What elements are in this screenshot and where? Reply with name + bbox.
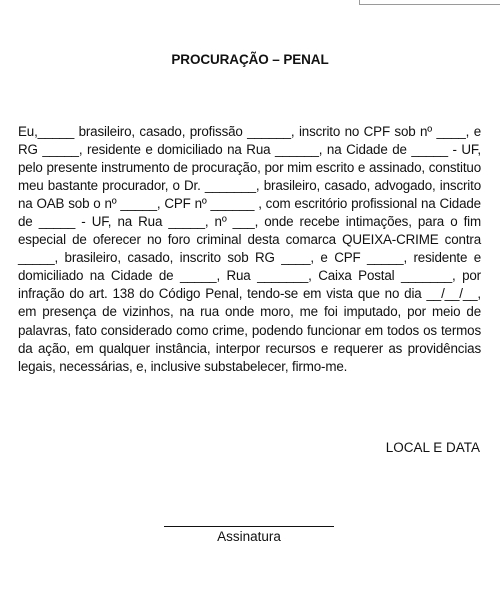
local-and-date: LOCAL E DATA [385, 440, 480, 455]
signature-line [164, 526, 334, 527]
page-corner-frame [359, 0, 500, 5]
signature-label: Assinatura [217, 529, 281, 544]
document-title: PROCURAÇÃO – PENAL [171, 52, 329, 67]
document-body-paragraph: Eu,_____ brasileiro, casado, profissão ______, inscrito no CPF sob nº ____, e RG _____, residente e domiciliado na Rua ______, na Cidade de _____ - UF, pelo presente instrumento de procuração, por mim escrito e assinado, constituo meu bastante procurador, o Dr. _______, brasileiro, casado, advogado, inscrito na OAB sob o nº _____, CPF nº ______ , com escritório profissional na Cidade de _____ - UF, na Rua _____, nº ___, onde recebe intimações, para o fim especial de oferecer no foro criminal desta comarca QUEIXA-CRIME contra _____, brasileiro, casado, inscrito sob RG ____, e CPF _____, residente e domiciliado na Cidade de _____, Rua _______, Caixa Postal _______, por infração do art. 138 do Código Penal, tendo-se em vista que no dia __/__/__, em presença de vizinhos, na rua onde moro, me foi imputado, por meio de palavras, fato considerado como crime, podendo funcionar em todos os termos da ação, em qualquer instância, interpor recursos e requerer as providências legais, necessárias, e, inclusive substabelecer, firmo-me. [18, 124, 481, 374]
